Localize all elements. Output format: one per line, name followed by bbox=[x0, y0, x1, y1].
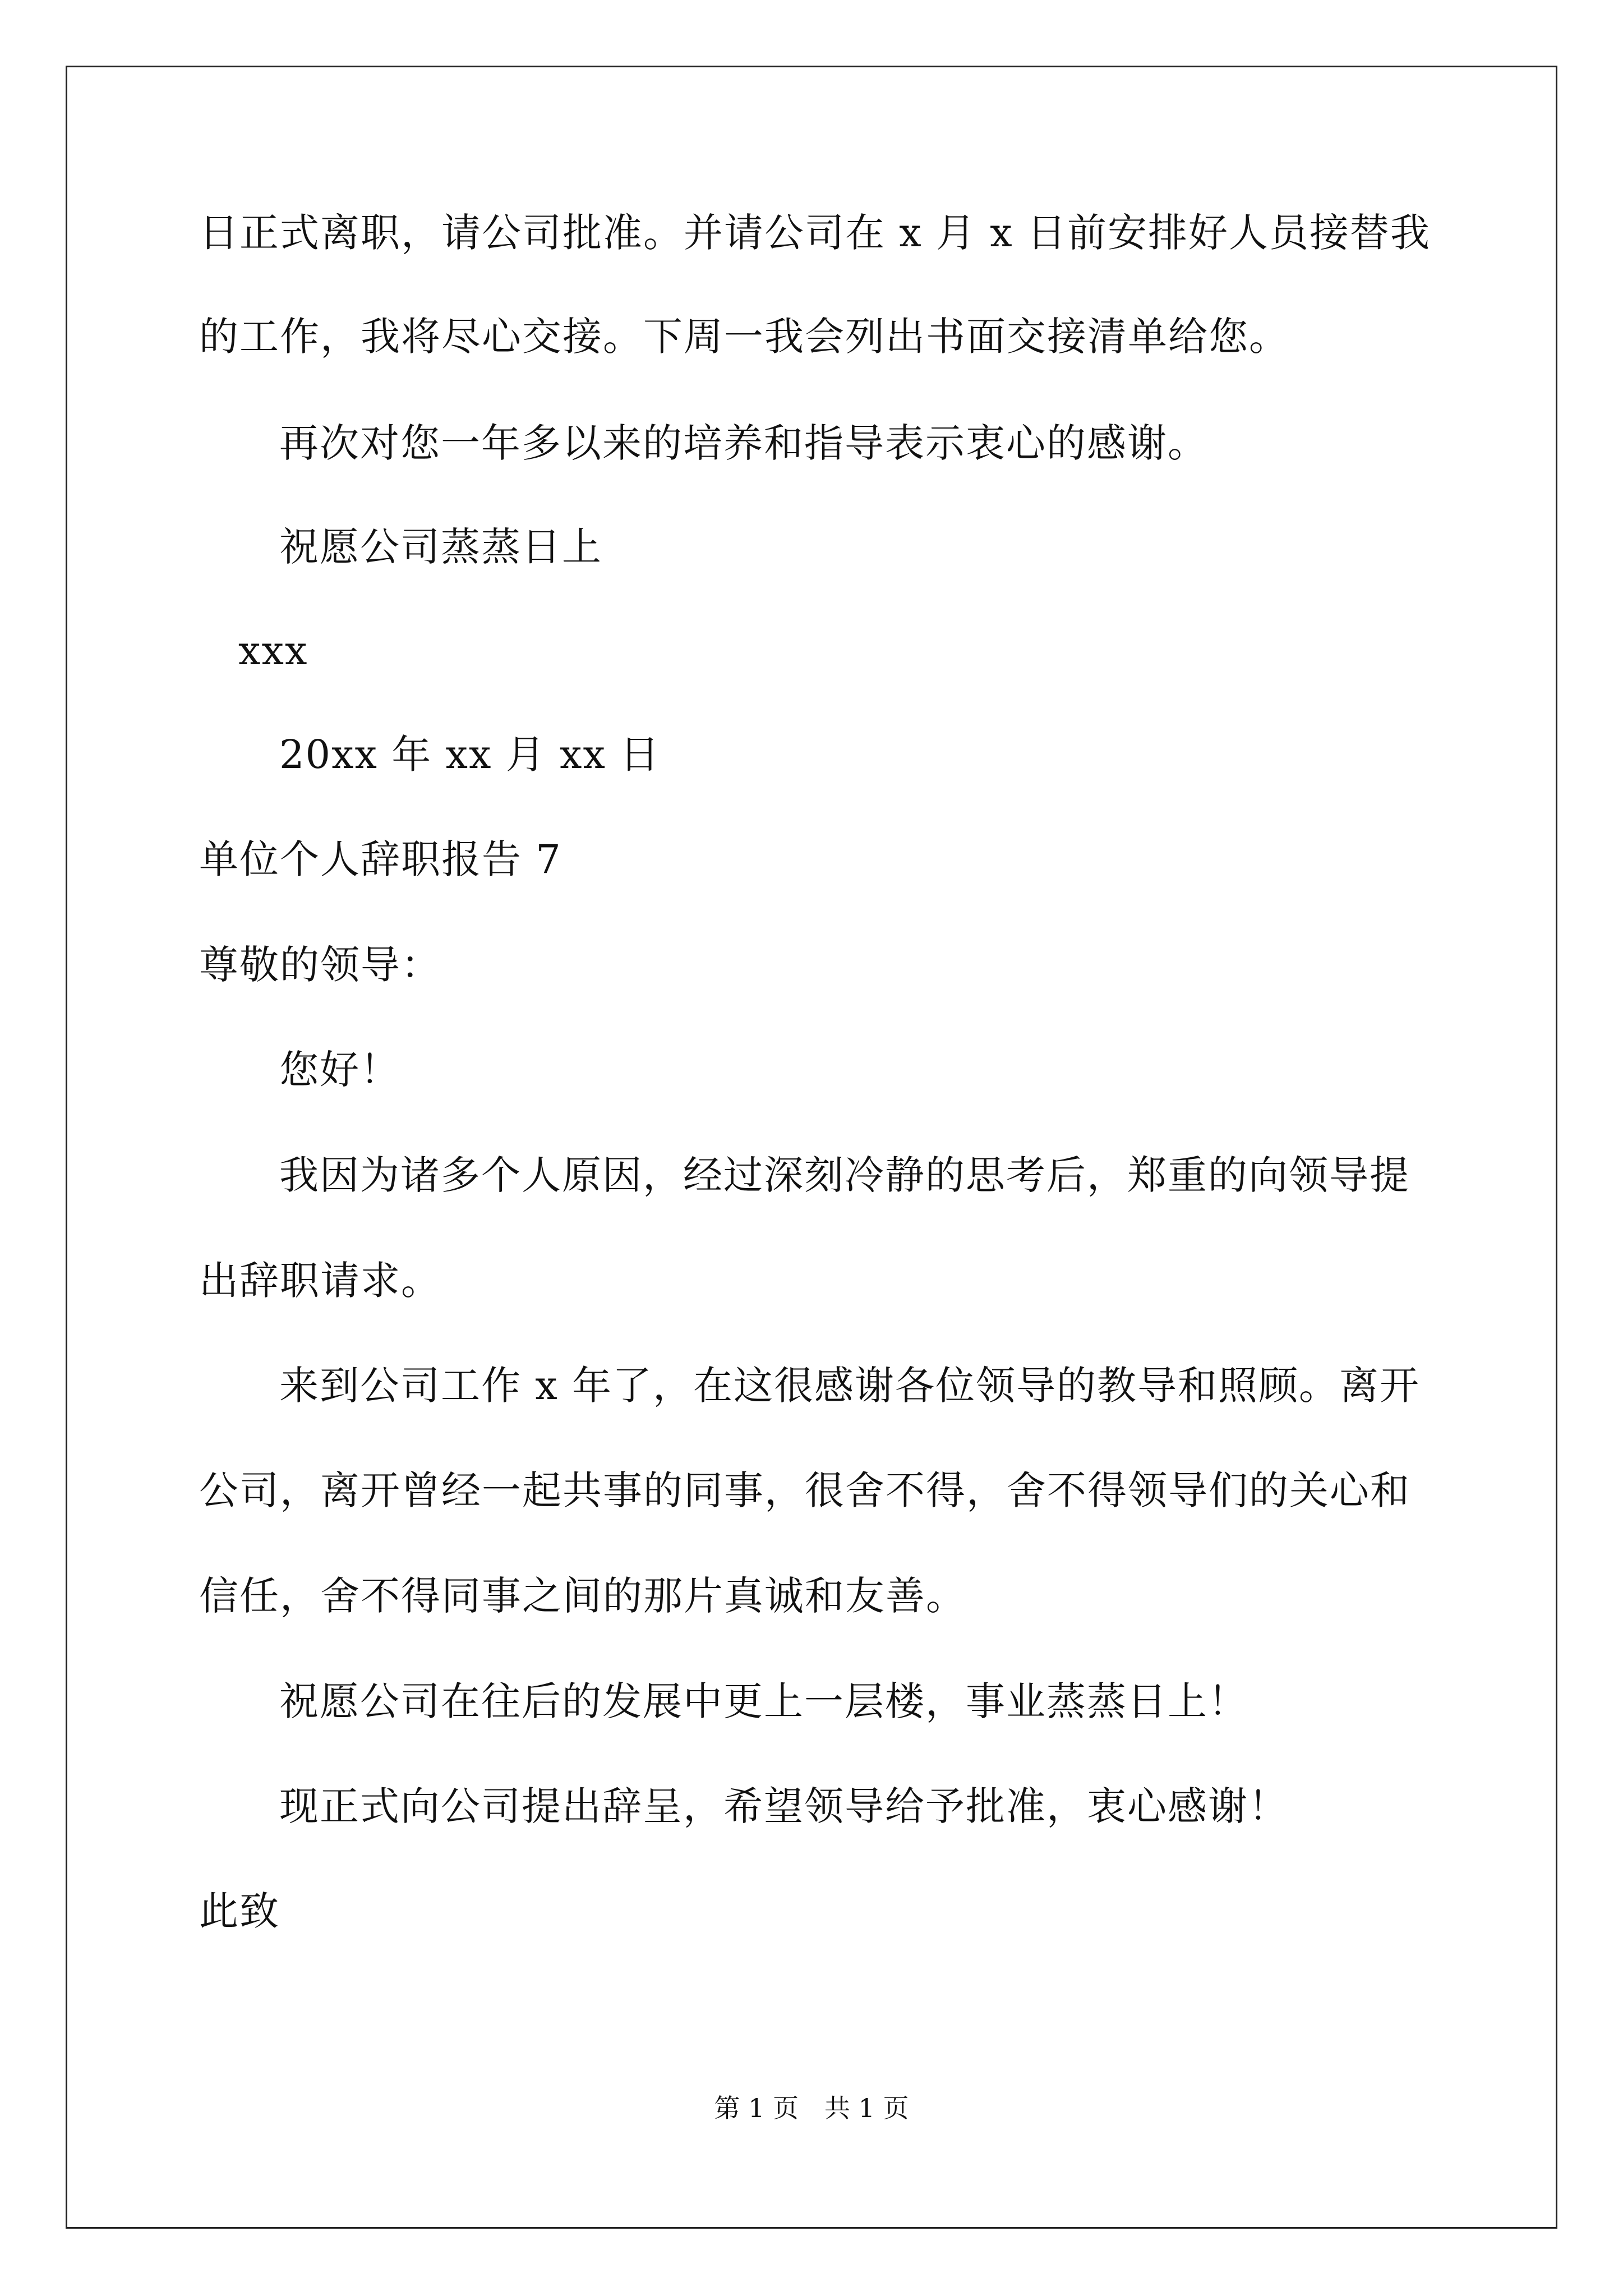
paragraph-line: 现正式向公司提出辞呈，希望领导给予批准，衷心感谢！ bbox=[279, 1783, 1289, 1829]
section-title: 单位个人辞职报告 7 bbox=[199, 836, 562, 882]
closing-phrase: 此致 bbox=[199, 1888, 280, 1934]
paragraph-line: 来到公司工作 x 年了，在这很感谢各位领导的教导和照顾。离开 bbox=[279, 1363, 1420, 1409]
greeting: 您好！ bbox=[279, 1047, 400, 1093]
signature-date: 20xx 年 xx 月 xx 日 bbox=[279, 731, 661, 777]
paragraph-line: 祝愿公司在往后的发展中更上一层楼，事业蒸蒸日上！ bbox=[279, 1678, 1248, 1724]
paragraph-line: 再次对您一年多以来的培养和指导表示衷心的感谢。 bbox=[279, 420, 1208, 466]
paragraph-line: 我因为诸多个人原因，经过深刻冷静的思考后，郑重的向领导提 bbox=[279, 1152, 1410, 1198]
paragraph-line: 的工作，我将尽心交接。下周一我会列出书面交接清单给您。 bbox=[199, 314, 1289, 360]
closing-wish: 祝愿公司蒸蒸日上 bbox=[279, 524, 602, 570]
paragraph-line: 公司，离开曾经一起共事的同事，很舍不得，舍不得领导们的关心和 bbox=[199, 1467, 1410, 1513]
paragraph-line: 日正式离职，请公司批准。并请公司在 x 月 x 日前安排好人员接替我 bbox=[199, 210, 1431, 256]
signature-name: xxx bbox=[238, 628, 308, 674]
page-number-footer: 第 1 页 共 1 页 bbox=[714, 2093, 909, 2123]
page-border bbox=[66, 66, 1557, 2229]
paragraph-line: 出辞职请求。 bbox=[199, 1258, 441, 1304]
salutation: 尊敬的领导： bbox=[199, 942, 441, 988]
paragraph-line: 信任，舍不得同事之间的那片真诚和友善。 bbox=[199, 1573, 966, 1619]
